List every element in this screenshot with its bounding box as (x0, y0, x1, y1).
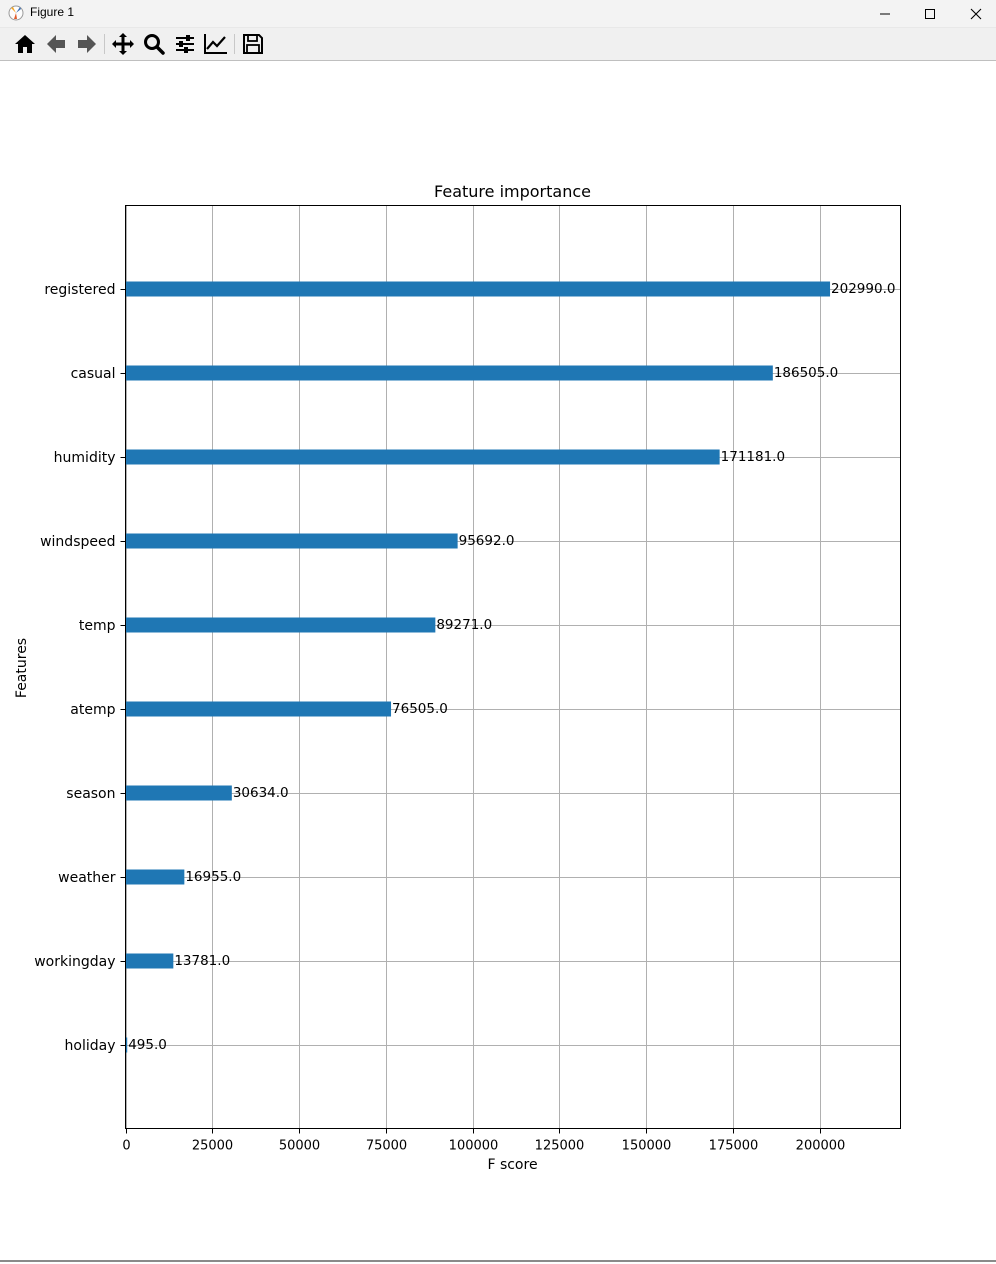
floppy-disk-icon (241, 32, 265, 56)
bar-weather (126, 870, 185, 885)
x-tick-label: 200000 (795, 1138, 846, 1154)
feature-importance-chart (0, 61, 996, 1260)
value-label-holiday: 495.0 (128, 1037, 167, 1053)
value-label-humidity: 171181.0 (720, 449, 786, 465)
y-tick-label-casual: casual (70, 366, 116, 382)
bar-atemp (126, 702, 392, 717)
maximize-button[interactable] (907, 0, 953, 27)
bar-registered (126, 282, 831, 297)
close-icon (970, 8, 982, 20)
title-bar (0, 0, 996, 28)
close-button[interactable] (953, 0, 996, 27)
y-tick-label-windspeed: windspeed (40, 534, 116, 550)
x-tick-label: 75000 (365, 1138, 408, 1154)
navigation-toolbar (0, 28, 996, 61)
x-tick-label: 175000 (708, 1138, 759, 1154)
maximize-icon (924, 8, 936, 20)
move-icon (111, 32, 135, 56)
bar-casual (126, 366, 773, 381)
save-button[interactable] (240, 31, 266, 57)
home-icon (13, 32, 37, 56)
y-tick-label-temp: temp (78, 618, 116, 634)
x-tick-label: 125000 (534, 1138, 585, 1154)
figure-canvas[interactable] (0, 61, 996, 1260)
value-label-registered: 202990.0 (831, 281, 896, 297)
matplotlib-icon (7, 4, 25, 22)
value-label-weather: 16955.0 (185, 869, 242, 885)
y-tick-label-holiday: holiday (64, 1038, 116, 1054)
axes-frame (126, 206, 901, 1129)
bar-workingday (126, 954, 174, 969)
x-axis-label: F score (487, 1157, 538, 1173)
y-tick-label-season: season (66, 786, 116, 802)
x-tick-label: 0 (122, 1138, 131, 1154)
bar-season (126, 786, 232, 801)
edit-axis-button[interactable] (203, 31, 229, 57)
y-tick-label-humidity: humidity (53, 450, 116, 466)
y-tick-label-atemp: atemp (70, 702, 116, 718)
line-chart-icon (203, 32, 229, 56)
arrow-right-icon (75, 32, 99, 56)
value-label-casual: 186505.0 (773, 365, 839, 381)
y-tick-label-weather: weather (58, 870, 116, 886)
value-label-temp: 89271.0 (436, 617, 493, 633)
x-tick-label: 100000 (448, 1138, 499, 1154)
value-label-windspeed: 95692.0 (458, 533, 515, 549)
value-label-season: 30634.0 (232, 785, 289, 801)
magnifier-icon (142, 32, 166, 56)
back-button[interactable] (43, 31, 69, 57)
configure-subplots-button[interactable] (172, 31, 198, 57)
arrow-left-icon (44, 32, 68, 56)
bar-temp (126, 618, 436, 633)
y-tick-label-workingday: workingday (34, 954, 116, 970)
home-button[interactable] (12, 31, 38, 57)
x-tick-label: 25000 (191, 1138, 234, 1154)
x-tick-label: 150000 (621, 1138, 672, 1154)
x-tick-label: 50000 (278, 1138, 321, 1154)
minimize-button[interactable] (862, 0, 908, 27)
bar-windspeed (126, 534, 458, 549)
y-tick-label-registered: registered (44, 282, 116, 298)
minimize-icon (879, 8, 891, 20)
value-label-atemp: 76505.0 (392, 701, 448, 717)
value-label-workingday: 13781.0 (174, 953, 231, 969)
sliders-icon (173, 32, 197, 56)
y-axis-label: Features (14, 637, 30, 699)
window-title: Figure 1 (30, 5, 75, 19)
pan-button[interactable] (110, 31, 136, 57)
chart-title: Feature importance (434, 182, 591, 201)
forward-button[interactable] (74, 31, 100, 57)
bar-humidity (126, 450, 720, 465)
zoom-button[interactable] (141, 31, 167, 57)
